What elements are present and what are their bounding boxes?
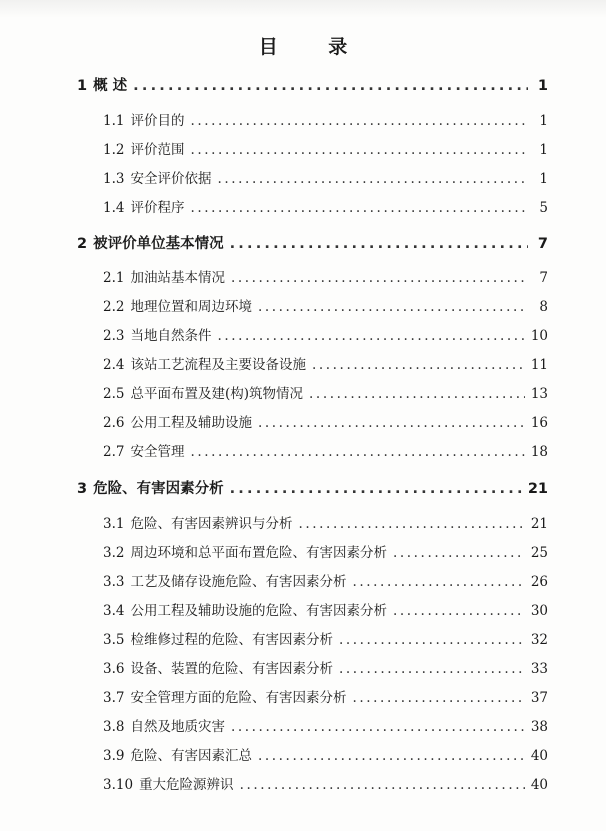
toc-page-number: 1 bbox=[539, 142, 548, 158]
dot-leader bbox=[190, 142, 528, 158]
toc-page-number: 1 bbox=[537, 78, 548, 94]
toc-number: 3.1 bbox=[103, 516, 125, 532]
dot-leader bbox=[352, 690, 524, 706]
toc-chapter-1[interactable] bbox=[77, 74, 548, 95]
toc-section-3-6[interactable] bbox=[103, 657, 548, 677]
toc-number: 3.3 bbox=[103, 574, 125, 590]
toc-label: 评价范围 bbox=[130, 142, 185, 158]
toc-section-2-3[interactable] bbox=[103, 324, 548, 344]
dot-leader bbox=[309, 386, 525, 402]
toc-number: 1.3 bbox=[103, 171, 125, 187]
toc-number: 2.7 bbox=[103, 444, 125, 460]
toc-label: 被评价单位基本情况 bbox=[93, 236, 224, 252]
toc-label: 公用工程及辅助设施 bbox=[130, 415, 252, 431]
toc-section-1-2[interactable] bbox=[103, 138, 548, 158]
dot-leader bbox=[133, 78, 528, 94]
toc-page-number: 1 bbox=[539, 171, 548, 187]
toc-number: 3.8 bbox=[103, 719, 125, 735]
toc-page-number: 26 bbox=[530, 574, 548, 590]
toc-number: 3.10 bbox=[103, 777, 134, 793]
toc-label: 安全管理 bbox=[130, 444, 185, 460]
toc-number: 3.5 bbox=[103, 632, 125, 648]
toc-section-1-3[interactable] bbox=[103, 167, 548, 187]
toc-label: 危险、有害因素辨识与分析 bbox=[130, 516, 293, 532]
dot-leader bbox=[352, 574, 524, 590]
toc-number: 1.2 bbox=[103, 142, 125, 158]
toc-label: 公用工程及辅助设施的危险、有害因素分析 bbox=[130, 603, 387, 619]
toc-label: 自然及地质灾害 bbox=[130, 719, 225, 735]
dot-leader bbox=[217, 171, 528, 187]
toc-section-3-5[interactable] bbox=[103, 628, 548, 648]
dot-leader bbox=[190, 200, 528, 216]
toc-section-2-6[interactable] bbox=[103, 411, 548, 431]
toc-page-number: 16 bbox=[530, 415, 548, 431]
toc-section-3-7[interactable] bbox=[103, 686, 548, 706]
toc-number: 2 bbox=[77, 236, 88, 252]
dot-leader bbox=[339, 661, 525, 677]
toc-page-number: 25 bbox=[530, 545, 548, 561]
toc-section-3-1[interactable] bbox=[103, 512, 548, 532]
toc-section-2-1[interactable] bbox=[103, 266, 548, 286]
toc-section-3-4[interactable] bbox=[103, 599, 548, 619]
toc-label: 评价目的 bbox=[130, 113, 185, 129]
toc-page-number: 11 bbox=[530, 357, 548, 373]
toc-number: 3 bbox=[77, 481, 88, 497]
toc-section-3-10[interactable] bbox=[103, 773, 548, 793]
toc-number: 3.2 bbox=[103, 545, 125, 561]
toc-number: 2.6 bbox=[103, 415, 125, 431]
toc-page-number: 38 bbox=[530, 719, 548, 735]
dot-leader bbox=[217, 328, 524, 344]
dot-leader bbox=[240, 777, 525, 793]
toc-number: 3.9 bbox=[103, 748, 125, 764]
toc-page-number: 8 bbox=[539, 299, 548, 315]
dot-leader bbox=[393, 603, 525, 619]
dot-leader bbox=[231, 719, 525, 735]
toc-label: 总平面布置及建(构)筑物情况 bbox=[130, 386, 304, 402]
toc-section-2-2[interactable] bbox=[103, 295, 548, 315]
toc-number: 3.7 bbox=[103, 690, 125, 706]
toc-label: 当地自然条件 bbox=[130, 328, 212, 344]
toc-label: 检维修过程的危险、有害因素分析 bbox=[130, 632, 333, 648]
dot-leader bbox=[258, 299, 528, 315]
toc-label: 危险、有害因素汇总 bbox=[130, 748, 252, 764]
toc-number: 1.1 bbox=[103, 113, 125, 129]
toc-label: 危险、有害因素分析 bbox=[93, 481, 224, 497]
dot-leader bbox=[231, 270, 528, 286]
dot-leader bbox=[230, 481, 522, 497]
toc-section-1-1[interactable] bbox=[103, 109, 548, 129]
toc-number: 2.1 bbox=[103, 270, 125, 286]
toc-number: 2.3 bbox=[103, 328, 125, 344]
toc-page-number: 30 bbox=[530, 603, 548, 619]
toc-page-number: 40 bbox=[530, 748, 548, 764]
toc-section-2-5[interactable] bbox=[103, 382, 548, 402]
toc-number: 3.4 bbox=[103, 603, 125, 619]
toc-section-2-4[interactable] bbox=[103, 353, 548, 373]
dot-leader bbox=[190, 444, 524, 460]
toc-label: 周边环境和总平面布置危险、有害因素分析 bbox=[130, 545, 387, 561]
dot-leader bbox=[298, 516, 524, 532]
dot-leader bbox=[258, 415, 525, 431]
toc-section-3-8[interactable] bbox=[103, 715, 548, 735]
dot-leader bbox=[393, 545, 525, 561]
toc-page-number: 21 bbox=[527, 481, 548, 497]
toc-number: 1 bbox=[77, 78, 88, 94]
toc-section-2-7[interactable] bbox=[103, 440, 548, 460]
toc-label: 工艺及储存设施危险、有害因素分析 bbox=[130, 574, 347, 590]
toc-page-number: 10 bbox=[530, 328, 548, 344]
toc-page-number: 7 bbox=[539, 270, 548, 286]
toc-section-3-2[interactable] bbox=[103, 541, 548, 561]
toc-section-3-9[interactable] bbox=[103, 744, 548, 764]
toc-page-number: 1 bbox=[539, 113, 548, 129]
dot-leader bbox=[258, 748, 525, 764]
toc-page-number: 33 bbox=[530, 661, 548, 677]
toc-number: 2.2 bbox=[103, 299, 125, 315]
toc-section-3-3[interactable] bbox=[103, 570, 548, 590]
toc-number: 1.4 bbox=[103, 200, 125, 216]
toc-page-number: 5 bbox=[539, 200, 548, 216]
toc-page-number: 18 bbox=[530, 444, 548, 460]
toc-label: 安全评价依据 bbox=[130, 171, 212, 187]
toc-chapter-2[interactable] bbox=[77, 232, 548, 253]
toc-number: 2.5 bbox=[103, 386, 125, 402]
toc-section-1-4[interactable] bbox=[103, 196, 548, 216]
dot-leader bbox=[339, 632, 525, 648]
toc-label: 加油站基本情况 bbox=[130, 270, 225, 286]
dot-leader bbox=[190, 113, 528, 129]
toc-page-number: 7 bbox=[537, 236, 548, 252]
toc-label: 设备、装置的危险、有害因素分析 bbox=[130, 661, 333, 677]
toc-page-number: 32 bbox=[530, 632, 548, 648]
toc-chapter-3[interactable] bbox=[77, 477, 548, 498]
toc-label: 该站工艺流程及主要设备设施 bbox=[130, 357, 306, 373]
toc-page-number: 21 bbox=[530, 516, 548, 532]
toc-number: 2.4 bbox=[103, 357, 125, 373]
toc-label: 评价程序 bbox=[130, 200, 185, 216]
dot-leader bbox=[230, 236, 528, 252]
toc-label: 地理位置和周边环境 bbox=[130, 299, 252, 315]
toc-label: 安全管理方面的危险、有害因素分析 bbox=[130, 690, 347, 706]
dot-leader bbox=[312, 357, 525, 373]
toc-number: 3.6 bbox=[103, 661, 125, 677]
toc-page-number: 40 bbox=[530, 777, 548, 793]
toc-label: 概 述 bbox=[93, 78, 128, 94]
page-title: 目 录 bbox=[258, 36, 370, 58]
toc-page-number: 13 bbox=[530, 386, 548, 402]
toc-label: 重大危险源辨识 bbox=[139, 777, 234, 793]
toc-page-number: 37 bbox=[530, 690, 548, 706]
